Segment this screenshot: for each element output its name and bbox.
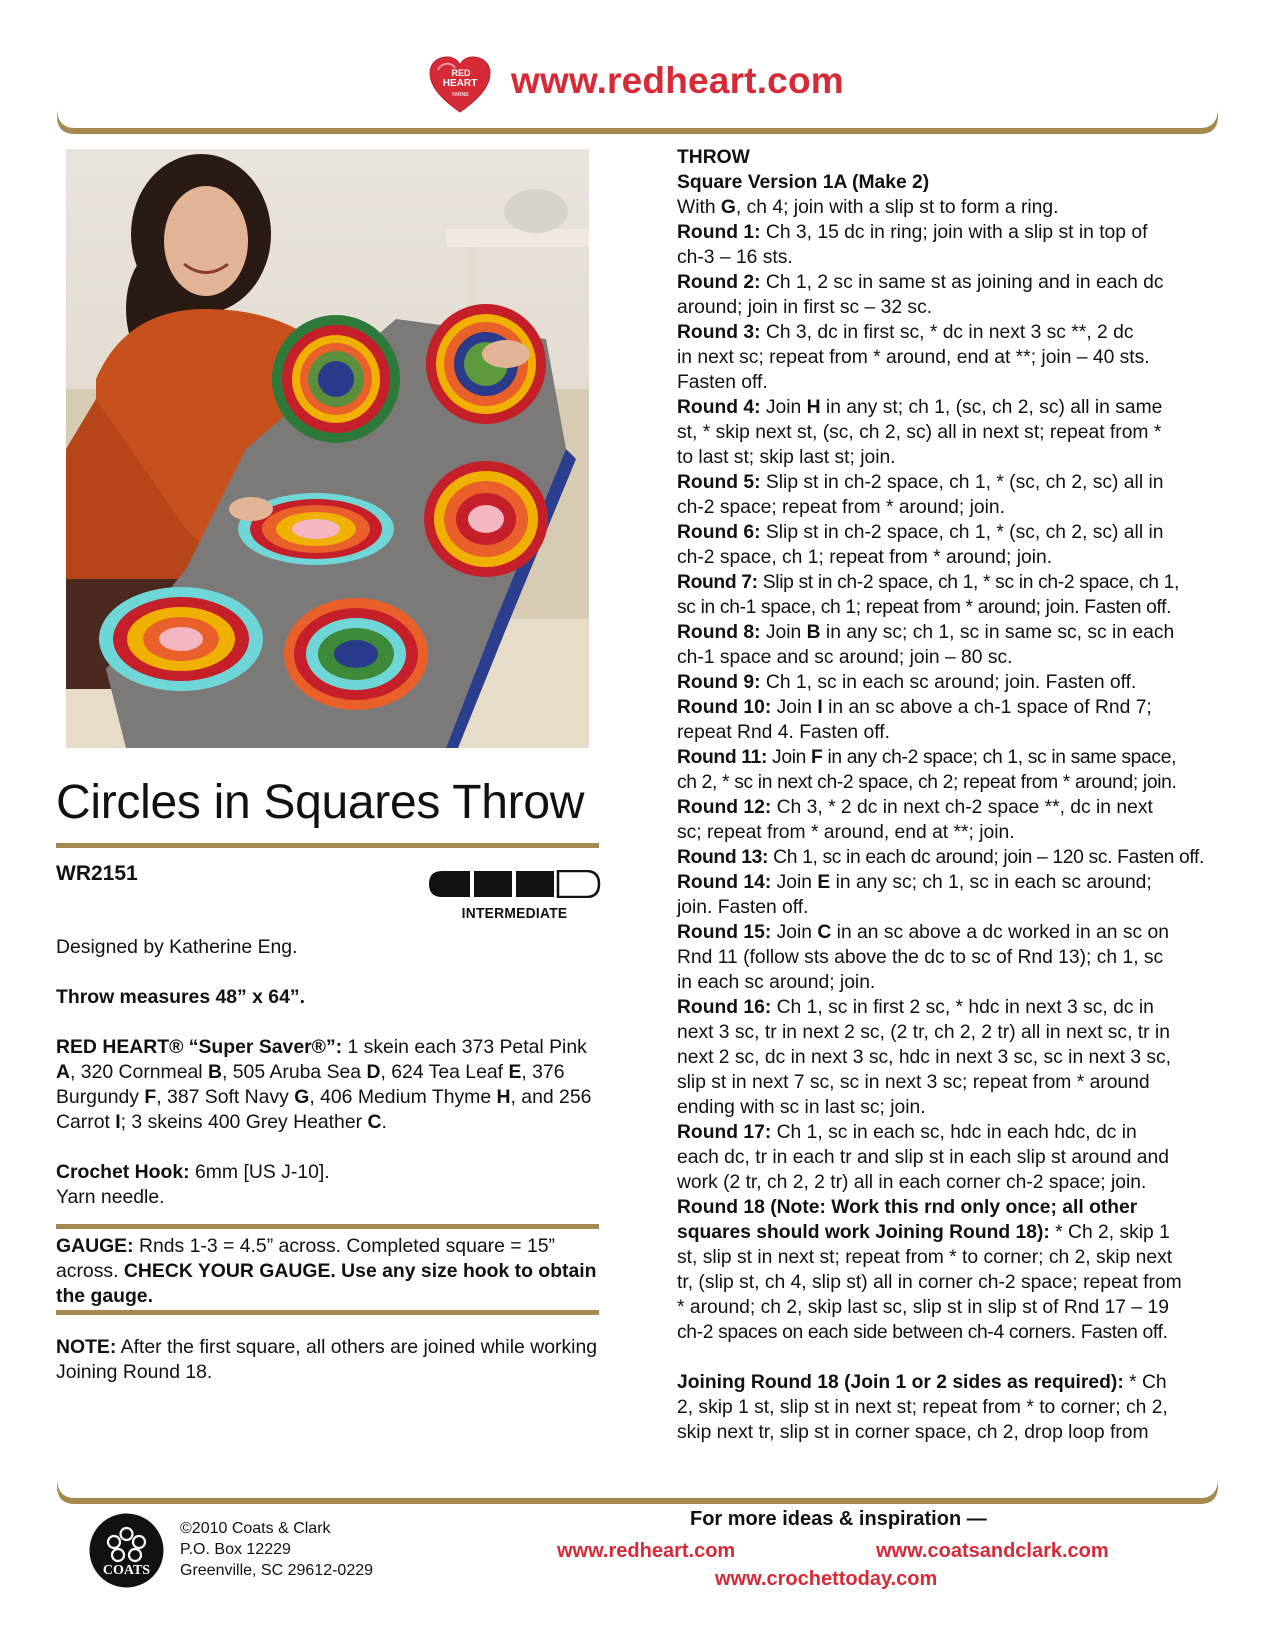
footer-link-crochettoday[interactable]: www.crochettoday.com xyxy=(715,1568,938,1590)
round-line: squares should work Joining Round 18): * Ch 2, skip 1 xyxy=(677,1222,1170,1243)
skill-level-label: INTERMEDIATE xyxy=(461,905,568,922)
svg-text:HEART: HEART xyxy=(442,78,478,89)
round-line: Round 13: Ch 1, sc in each dc around; join – 120 sc. Fasten off. xyxy=(677,847,1205,868)
round-line: Round 16: Ch 1, sc in first 2 sc, * hdc in next 3 sc, dc in xyxy=(677,997,1154,1018)
gauge-divider-top xyxy=(56,1224,599,1229)
round-line: st, * skip next st, (sc, ch 2, sc) all in next st; repeat from * xyxy=(677,422,1162,443)
round-line: to last st; skip last st; join. xyxy=(677,447,896,468)
skill-level-badge xyxy=(428,870,601,922)
round-line: join. Fasten off. xyxy=(677,897,809,918)
joining-round xyxy=(677,1370,1237,1445)
round-line: each dc, tr in each tr and slip st in each slip st around and xyxy=(677,1147,1169,1168)
round-line: ending with sc in last sc; join. xyxy=(677,1097,926,1118)
pattern-title: Circles in Squares Throw xyxy=(56,776,585,829)
materials-list: RED HEART® “Super Saver®”: 1 skein each 373 Petal Pink A, 320 Cornmeal B, 505 Aruba Sea D, 624 Tea Leaf E, 376 Burgundy F, 387 Soft Navy G, 406 Medium Thyme H, and 256 Carrot I; 3 skeins 400 Grey Heather C. xyxy=(56,1036,592,1133)
svg-text:RED: RED xyxy=(451,68,471,78)
round-line: Round 2: Ch 1, 2 sc in same st as joining and in each dc xyxy=(677,272,1164,293)
square-version-heading: Square Version 1A (Make 2) xyxy=(677,172,930,193)
round-line: Round 4: Join H in any st; ch 1, (sc, ch 2, sc) all in same xyxy=(677,397,1163,418)
note-info: NOTE: After the first square, all others are joined while working Joining Round 18. xyxy=(56,1336,598,1383)
pattern-code: WR2151 xyxy=(56,862,138,885)
throw-measures: Throw measures 48” x 64”. xyxy=(56,986,305,1008)
round-line: sc in ch-1 space, ch 1; repeat from * around; join. Fasten off. xyxy=(677,597,1172,618)
round-line: ch-3 – 16 sts. xyxy=(677,247,793,268)
round-line: ch-1 space and sc around; join – 80 sc. xyxy=(677,647,1013,668)
instructions-column xyxy=(677,145,1237,1445)
designer-credit: Designed by Katherine Eng. xyxy=(56,936,298,958)
round-line: Round 5: Slip st in ch-2 space, ch 1, * (sc, ch 2, sc) all in xyxy=(677,472,1164,493)
round-line: Round 10: Join I in an sc above a ch-1 space of Rnd 7; xyxy=(677,697,1152,718)
round-line: next 2 sc, dc in next 3 sc, hdc in next 3 sc, sc in next 3 sc, xyxy=(677,1047,1172,1068)
round-line: slip st in next 7 sc, sc in next 3 sc; repeat from * around xyxy=(677,1072,1150,1093)
gauge-info: GAUGE: Rnds 1-3 = 4.5” across. Completed square = 15” across. CHECK YOUR GAUGE. Use any size hook to obtain the gauge. xyxy=(56,1235,597,1307)
skill-level-bar-icon xyxy=(428,870,601,898)
round-line: in each sc around; join. xyxy=(677,972,876,993)
svg-text:YARNS: YARNS xyxy=(451,92,469,98)
round-line: repeat Rnd 4. Fasten off. xyxy=(677,722,890,743)
round-line: Round 18 (Note: Work this rnd only once; all other xyxy=(677,1197,1138,1218)
hero-photo xyxy=(66,149,589,748)
header-site-url[interactable]: www.redheart.com xyxy=(511,60,844,101)
round-line: Round 14: Join E in any sc; ch 1, sc in each sc around; xyxy=(677,872,1152,893)
round-line: ch-2 space; repeat from * around; join. xyxy=(677,497,1005,518)
intro-line: With G, ch 4; join with a slip st to form a ring. xyxy=(677,197,1059,218)
round-line: Round 8: Join B in any sc; ch 1, sc in same sc, sc in each xyxy=(677,622,1175,643)
round-line: ch-2 space, ch 1; repeat from * around; join. xyxy=(677,547,1053,568)
header-gold-band xyxy=(57,108,1218,134)
round-line: Fasten off. xyxy=(677,372,768,393)
round-line: Rnd 11 (follow sts above the dc to sc of Rnd 13); ch 1, sc xyxy=(677,947,1164,968)
joining-round-line: 2, skip 1 st, slip st in next st; repeat from * to corner; ch 2, xyxy=(677,1397,1168,1418)
round-line: Round 17: Ch 1, sc in each sc, hdc in each hdc, dc in xyxy=(677,1122,1137,1143)
hook-info: Crochet Hook: 6mm [US J-10]. Yarn needle. xyxy=(56,1161,330,1208)
more-ideas-label: For more ideas & inspiration — xyxy=(690,1508,987,1530)
round-line: Round 15: Join C in an sc above a dc worked in an sc on xyxy=(677,922,1169,943)
joining-round-line: Joining Round 18 (Join 1 or 2 sides as required): * Ch xyxy=(677,1372,1167,1393)
round-line: sc; repeat from * around, end at **; join. xyxy=(677,822,1015,843)
publisher-address: ©2010 Coats & Clark P.O. Box 12229 Greenville, SC 29612-0229 xyxy=(180,1520,374,1579)
title-divider xyxy=(56,843,599,848)
round-line: next 3 sc, tr in next 2 sc, (2 tr, ch 2, 2 tr) all in next sc, tr in xyxy=(677,1022,1170,1043)
section-heading: THROW xyxy=(677,147,750,168)
footer-link-redheart[interactable]: www.redheart.com xyxy=(557,1540,736,1562)
round-line: Round 1: Ch 3, 15 dc in ring; join with a slip st in top of xyxy=(677,222,1148,243)
round-line: Round 3: Ch 3, dc in first sc, * dc in next 3 sc **, 2 dc xyxy=(677,322,1134,343)
round-line: Round 12: Ch 3, * 2 dc in next ch-2 space **, dc in next xyxy=(677,797,1153,818)
coats-logo[interactable] xyxy=(88,1512,165,1589)
round-line: st, slip st in next st; repeat from * to corner; ch 2, skip next xyxy=(677,1247,1173,1268)
round-line: tr, (slip st, ch 4, slip st) all in corner ch-2 space; repeat from xyxy=(677,1272,1182,1293)
round-line: ch 2, * sc in next ch-2 space, ch 2; repeat from * around; join. xyxy=(677,772,1177,793)
round-line: work (2 tr, ch 2, 2 tr) all in each corner ch-2 space; join. xyxy=(677,1172,1147,1193)
round-line: ch-2 spaces on each side between ch-4 corners. Fasten off. xyxy=(677,1322,1168,1343)
footer-gold-band xyxy=(57,1478,1218,1504)
round-line: Round 7: Slip st in ch-2 space, ch 1, * sc in ch-2 space, ch 1, xyxy=(677,572,1179,593)
round-line: in next sc; repeat from * around, end at **; join – 40 sts. xyxy=(677,347,1150,368)
round-line: around; join in first sc – 32 sc. xyxy=(677,297,933,318)
round-line: * around; ch 2, skip last sc, slip st in slip st of Rnd 17 – 19 xyxy=(677,1297,1169,1318)
red-heart-logo[interactable] xyxy=(428,56,492,114)
round-line: Round 6: Slip st in ch-2 space, ch 1, * (sc, ch 2, sc) all in xyxy=(677,522,1164,543)
round-line: Round 9: Ch 1, sc in each sc around; join. Fasten off. xyxy=(677,672,1137,693)
gauge-divider-bottom xyxy=(56,1310,599,1315)
footer-link-coatsandclark[interactable]: www.coatsandclark.com xyxy=(876,1540,1109,1562)
round-list xyxy=(677,220,1237,1345)
round-line: Round 11: Join F in any ch-2 space; ch 1, sc in same space, xyxy=(677,747,1177,768)
joining-round-line: skip next tr, slip st in corner space, ch 2, drop loop from xyxy=(677,1422,1149,1443)
svg-text:COATS: COATS xyxy=(102,1563,151,1578)
